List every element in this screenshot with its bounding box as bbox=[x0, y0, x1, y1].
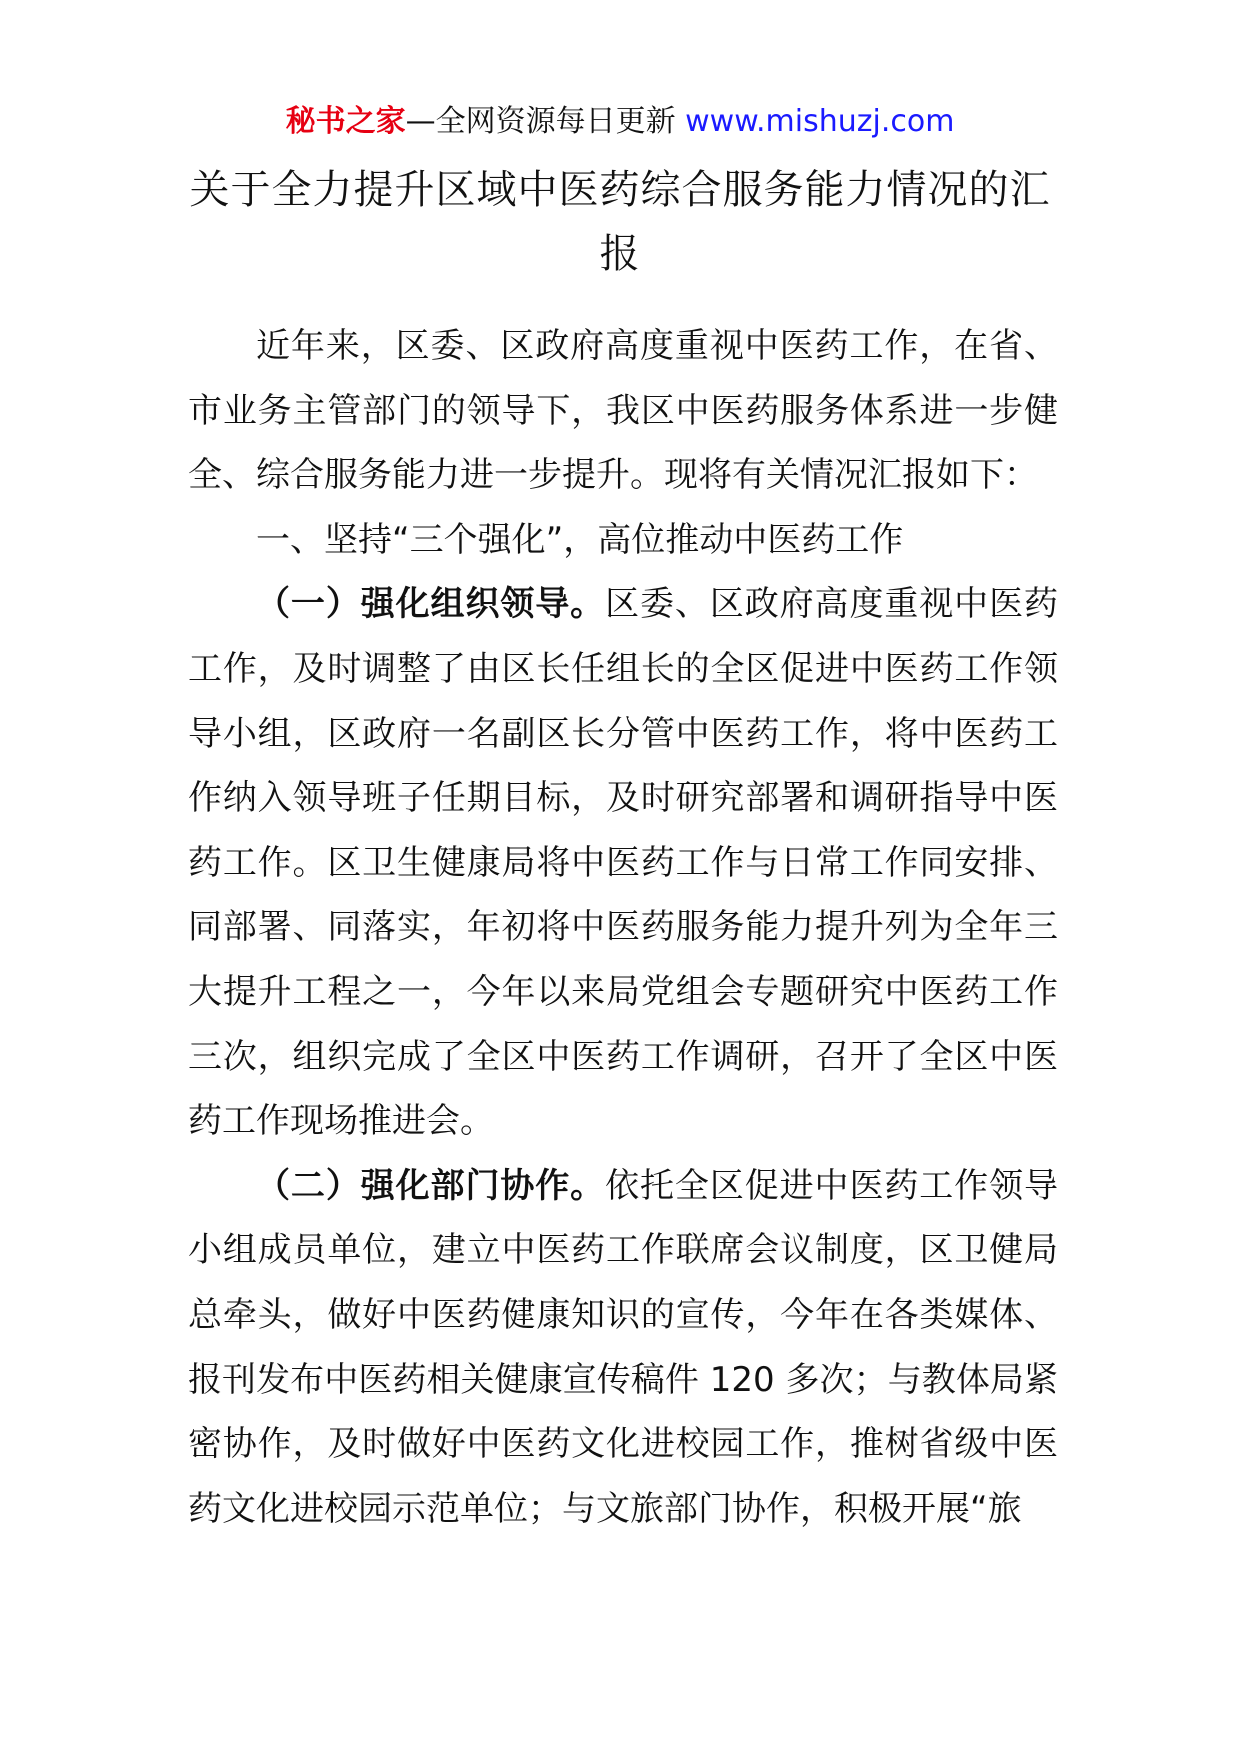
document-title: 关于全力提升区域中医药综合服务能力情况的汇报 bbox=[189, 167, 1051, 277]
site-brand: 秘书之家 bbox=[285, 104, 406, 139]
site-tagline: —全网资源每日更新 bbox=[405, 104, 686, 139]
paragraph-lead: （一）强化组织领导。 bbox=[256, 584, 606, 625]
paragraph-intro bbox=[188, 314, 1058, 508]
paragraph-text: 近年来，区委、区政府高度重视中医药工作，在省、市业务主管部门的领导下，我区中医药服务体系进一步健全、综合服务能力进一步提升。现将有关情况汇报如下： bbox=[188, 326, 1058, 496]
paragraph-text: 依托全区促进中医药工作领导小组成员单位，建立中医药工作联席会议制度，区卫健局总牵头，做好中医药健康知识的宣传，今年在各类媒体、报刊发布中医药相关健康宣传稿件 120 多次；与教体局紧密协作，及时做好中医药文化进校园工作，推树省级中医药文化进校园示范单位；与文旅部门协作，积极开展“旅 bbox=[188, 1165, 1059, 1529]
paragraph-lead: （二）强化部门协作。 bbox=[256, 1165, 606, 1206]
paragraph-organization bbox=[188, 572, 1058, 1153]
site-url-link[interactable]: www.mishuzj.com bbox=[685, 104, 955, 139]
site-banner bbox=[0, 100, 1240, 144]
section-heading-1 bbox=[188, 508, 1058, 573]
paragraph-text: 区委、区政府高度重视中医药工作，及时调整了由区长任组长的全区促进中医药工作领导小组，区政府一名副区长分管中医药工作，将中医药工作纳入领导班子任期目标，及时研究部署和调研指导中医药工作。区卫生健康局将中医药工作与日常工作同安排、同部署、同落实，年初将中医药服务能力提升列为全年三大提升工程之一，今年以来局党组会专题研究中医药工作三次，组织完成了全区中医药工作调研，召开了全区中医药工作现场推进会。 bbox=[188, 584, 1059, 1142]
document-body bbox=[188, 314, 1058, 1541]
paragraph-cooperation bbox=[188, 1154, 1058, 1542]
paragraph-text: 一、坚持“三个强化”，高位推动中医药工作 bbox=[256, 519, 904, 560]
